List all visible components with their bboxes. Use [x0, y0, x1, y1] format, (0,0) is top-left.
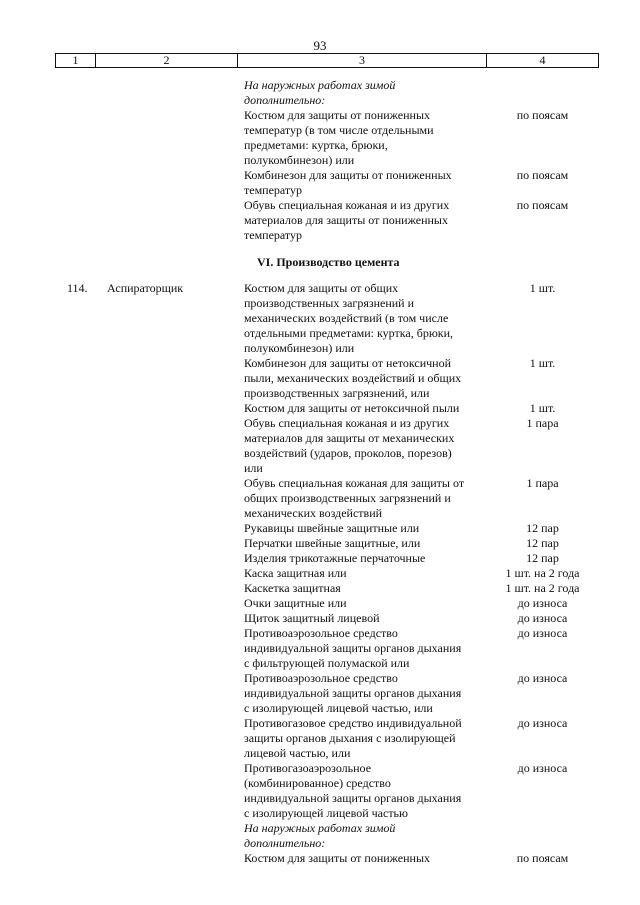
- table-row: [0, 611, 640, 626]
- issue-norm: по поясам: [516, 168, 569, 182]
- protection-item-line: Противоаэрозольное средство: [244, 626, 398, 640]
- table-row: [0, 581, 640, 596]
- issue-norm: 12 пар: [526, 551, 559, 565]
- protection-item: [244, 521, 487, 536]
- issue-norm: 1 шт.: [529, 401, 556, 415]
- protection-item: [244, 536, 487, 551]
- protection-item-line: общих производственных загрязнений и: [244, 491, 451, 505]
- protection-item-line: температур: [244, 228, 303, 242]
- item-number: [67, 671, 107, 716]
- item-number: [67, 611, 107, 626]
- profession-name: [107, 821, 247, 851]
- table-row: [0, 566, 640, 581]
- protection-item: [244, 551, 487, 566]
- table-row: [0, 476, 640, 521]
- issue-norm: 12 пар: [526, 536, 559, 550]
- item-number: [67, 536, 107, 551]
- protection-item-line: Костюм для защиты от пониженных: [244, 851, 431, 865]
- item-number: [67, 356, 107, 401]
- item-number: [67, 596, 107, 611]
- section-title: VI. Производство цемента: [257, 255, 400, 269]
- profession-name: [107, 611, 247, 626]
- table-row: [0, 716, 640, 761]
- protection-item-line: или: [244, 461, 263, 475]
- profession-name: [107, 671, 247, 716]
- protection-item: [244, 168, 487, 198]
- item-number: [67, 401, 107, 416]
- protection-item-line: материалов для защиты от пониженных: [244, 213, 448, 227]
- profession-name: [107, 596, 247, 611]
- table-row: [0, 198, 640, 243]
- issue-norm: по поясам: [516, 851, 569, 865]
- profession-name: [107, 476, 247, 521]
- protection-item: [244, 356, 487, 401]
- profession-name: [107, 536, 247, 551]
- item-number: [67, 851, 107, 866]
- protection-item-line: индивидуальной защиты органов дыхания: [244, 686, 462, 700]
- column-header-row: [55, 53, 599, 68]
- issue-norm: до износа: [517, 611, 568, 625]
- protection-item-line: с изолирующей лицевой частью: [244, 806, 408, 820]
- table-row: [0, 108, 640, 168]
- item-number: [67, 521, 107, 536]
- profession-name: [107, 851, 247, 866]
- protection-item-line: Перчатки швейные защитные, или: [244, 536, 421, 550]
- protection-item-line: Противоаэрозольное средство: [244, 671, 398, 685]
- item-number: [67, 821, 107, 851]
- item-number: 114.: [67, 281, 88, 295]
- protection-item: [244, 851, 487, 866]
- item-number: [67, 566, 107, 581]
- issue-norm: 12 пар: [526, 521, 559, 535]
- issue-norm: [487, 821, 640, 851]
- protection-item: [244, 108, 487, 168]
- protection-item-line: Очки защитные или: [244, 596, 347, 610]
- issue-norm: по поясам: [516, 198, 569, 212]
- item-number: [67, 416, 107, 476]
- profession-name: [107, 626, 247, 671]
- protection-item: [244, 761, 487, 821]
- issue-norm: 1 шт.: [529, 356, 556, 370]
- protection-item-line: Изделия трикотажные перчаточные: [244, 551, 426, 565]
- protection-item-line: лицевой частью, или: [244, 746, 351, 760]
- issue-norm: 1 шт. на 2 года: [505, 566, 580, 580]
- protection-item-line: индивидуальной защиты органов дыхания: [244, 791, 462, 805]
- table-row: [0, 401, 640, 416]
- item-number: [67, 551, 107, 566]
- item-number: [67, 761, 107, 821]
- table-row: [0, 851, 640, 866]
- table-row: [0, 761, 640, 821]
- protection-item-line: с фильтрующей полумаской или: [244, 656, 410, 670]
- protection-item-line: Костюм для защиты от нетоксичной пыли: [244, 401, 460, 415]
- column-header-3: 3: [238, 54, 487, 67]
- table-row: [0, 671, 640, 716]
- protection-item-line: производственных загрязнений, или: [244, 386, 430, 400]
- protection-item-line: Комбинезон для защиты от пониженных: [244, 168, 452, 182]
- profession-name: [107, 566, 247, 581]
- table-row: [0, 78, 640, 108]
- profession-name: [107, 716, 247, 761]
- issue-norm: по поясам: [516, 108, 569, 122]
- profession-name: [107, 78, 247, 108]
- protection-item-line: Комбинезон для защиты от нетоксичной: [244, 356, 452, 370]
- protection-item: [244, 78, 487, 108]
- profession-name: [107, 198, 247, 243]
- protection-item-line: температур: [244, 183, 303, 197]
- table-row: [0, 551, 640, 566]
- protection-item-line: Щиток защитный лицевой: [244, 611, 380, 625]
- issue-norm: 1 пара: [526, 416, 559, 430]
- issue-norm: до износа: [517, 596, 568, 610]
- protection-item: [244, 566, 487, 581]
- protection-item-line: пыли, механических воздействий и общих: [244, 371, 462, 385]
- item-number: [67, 581, 107, 596]
- protection-item-line: Каска защитная или: [244, 566, 347, 580]
- column-header-2: 2: [96, 54, 238, 67]
- protection-item: [244, 626, 487, 671]
- column-header-1: 1: [56, 54, 96, 67]
- table-row: [0, 821, 640, 851]
- protection-item-line: Каскетка защитная: [244, 581, 341, 595]
- item-number: [67, 108, 107, 168]
- protection-item: [244, 401, 487, 416]
- protection-item-line: Костюм для защиты от пониженных: [244, 108, 431, 122]
- page-number: 93: [313, 38, 327, 53]
- protection-item-line: с изолирующей лицевой частью, или: [244, 701, 433, 715]
- issue-norm: 1 шт.: [529, 281, 556, 295]
- issue-norm: до износа: [517, 626, 568, 640]
- table-row: [0, 536, 640, 551]
- protection-item: [244, 611, 487, 626]
- protection-item-line: материалов для защиты от механических: [244, 431, 455, 445]
- protection-item-line: дополнительно:: [244, 836, 326, 850]
- protection-item: [244, 476, 487, 521]
- protection-item-line: механических воздействий: [244, 506, 383, 520]
- protection-item-line: полукомбинезон) или: [244, 153, 355, 167]
- continued-items-block: [0, 78, 640, 243]
- protection-item: [244, 716, 487, 761]
- table-row: [0, 281, 640, 356]
- protection-item-line: Обувь специальная кожаная и из других: [244, 416, 450, 430]
- protection-item-line: индивидуальной защиты органов дыхания: [244, 641, 462, 655]
- protection-item-line: Противогазоаэрозольное: [244, 761, 372, 775]
- protection-item-line: производственных загрязнений и: [244, 296, 415, 310]
- protection-item: [244, 198, 487, 243]
- item-number: [67, 168, 107, 198]
- item-number: [67, 78, 107, 108]
- item-number: [67, 198, 107, 243]
- protection-item-line: воздействий (ударов, проколов, порезов): [244, 446, 452, 460]
- table-row: [0, 356, 640, 401]
- protection-item-line: На наружных работах зимой: [244, 821, 396, 835]
- protection-item-line: Обувь специальная кожаная для защиты от: [244, 476, 465, 490]
- protection-item-line: Противогазовое средство индивидуальной: [244, 716, 462, 730]
- issue-norm: до износа: [517, 761, 568, 775]
- table-row: [0, 168, 640, 198]
- item-114-block: [0, 281, 640, 866]
- protection-item: [244, 416, 487, 476]
- table-row: [0, 416, 640, 476]
- profession-name: [107, 581, 247, 596]
- protection-item-line: полукомбинезон) или: [244, 341, 355, 355]
- protection-item-line: температур (в том числе отдельными: [244, 123, 434, 137]
- issue-norm: до износа: [517, 671, 568, 685]
- protection-item: [244, 581, 487, 596]
- issue-norm: до износа: [517, 716, 568, 730]
- issue-norm: 1 шт. на 2 года: [505, 581, 580, 595]
- profession-name: [107, 761, 247, 821]
- protection-item: [244, 821, 487, 851]
- protection-item-line: Костюм для защиты от общих: [244, 281, 399, 295]
- protection-item-line: защиты органов дыхания с изолирующей: [244, 731, 456, 745]
- profession-name: [107, 551, 247, 566]
- protection-item: [244, 596, 487, 611]
- profession-name: [107, 416, 247, 476]
- protection-item-line: дополнительно:: [244, 93, 326, 107]
- profession-name: [107, 401, 247, 416]
- protection-item-line: механических воздействий (в том числе: [244, 311, 449, 325]
- profession-name: [107, 521, 247, 536]
- protection-item-line: Рукавицы швейные защитные или: [244, 521, 420, 535]
- item-number: [67, 476, 107, 521]
- issue-norm: 1 пара: [526, 476, 559, 490]
- column-header-4: 4: [539, 53, 546, 67]
- table-row: [0, 626, 640, 671]
- profession-name: [107, 168, 247, 198]
- protection-item-line: предметами: куртка, брюки,: [244, 138, 388, 152]
- item-number: [67, 716, 107, 761]
- protection-item-line: Обувь специальная кожаная и из других: [244, 198, 450, 212]
- profession-name: [107, 356, 247, 401]
- item-number: [67, 626, 107, 671]
- protection-item-line: отдельными предметами: куртка, брюки,: [244, 326, 454, 340]
- table-row: [0, 596, 640, 611]
- issue-norm: [487, 78, 640, 108]
- profession-name: Аспираторщик: [107, 281, 184, 295]
- protection-item: [244, 281, 487, 356]
- protection-item: [244, 671, 487, 716]
- protection-item-line: На наружных работах зимой: [244, 78, 396, 92]
- protection-item-line: (комбинированное) средство: [244, 776, 391, 790]
- profession-name: [107, 108, 247, 168]
- table-row: [0, 521, 640, 536]
